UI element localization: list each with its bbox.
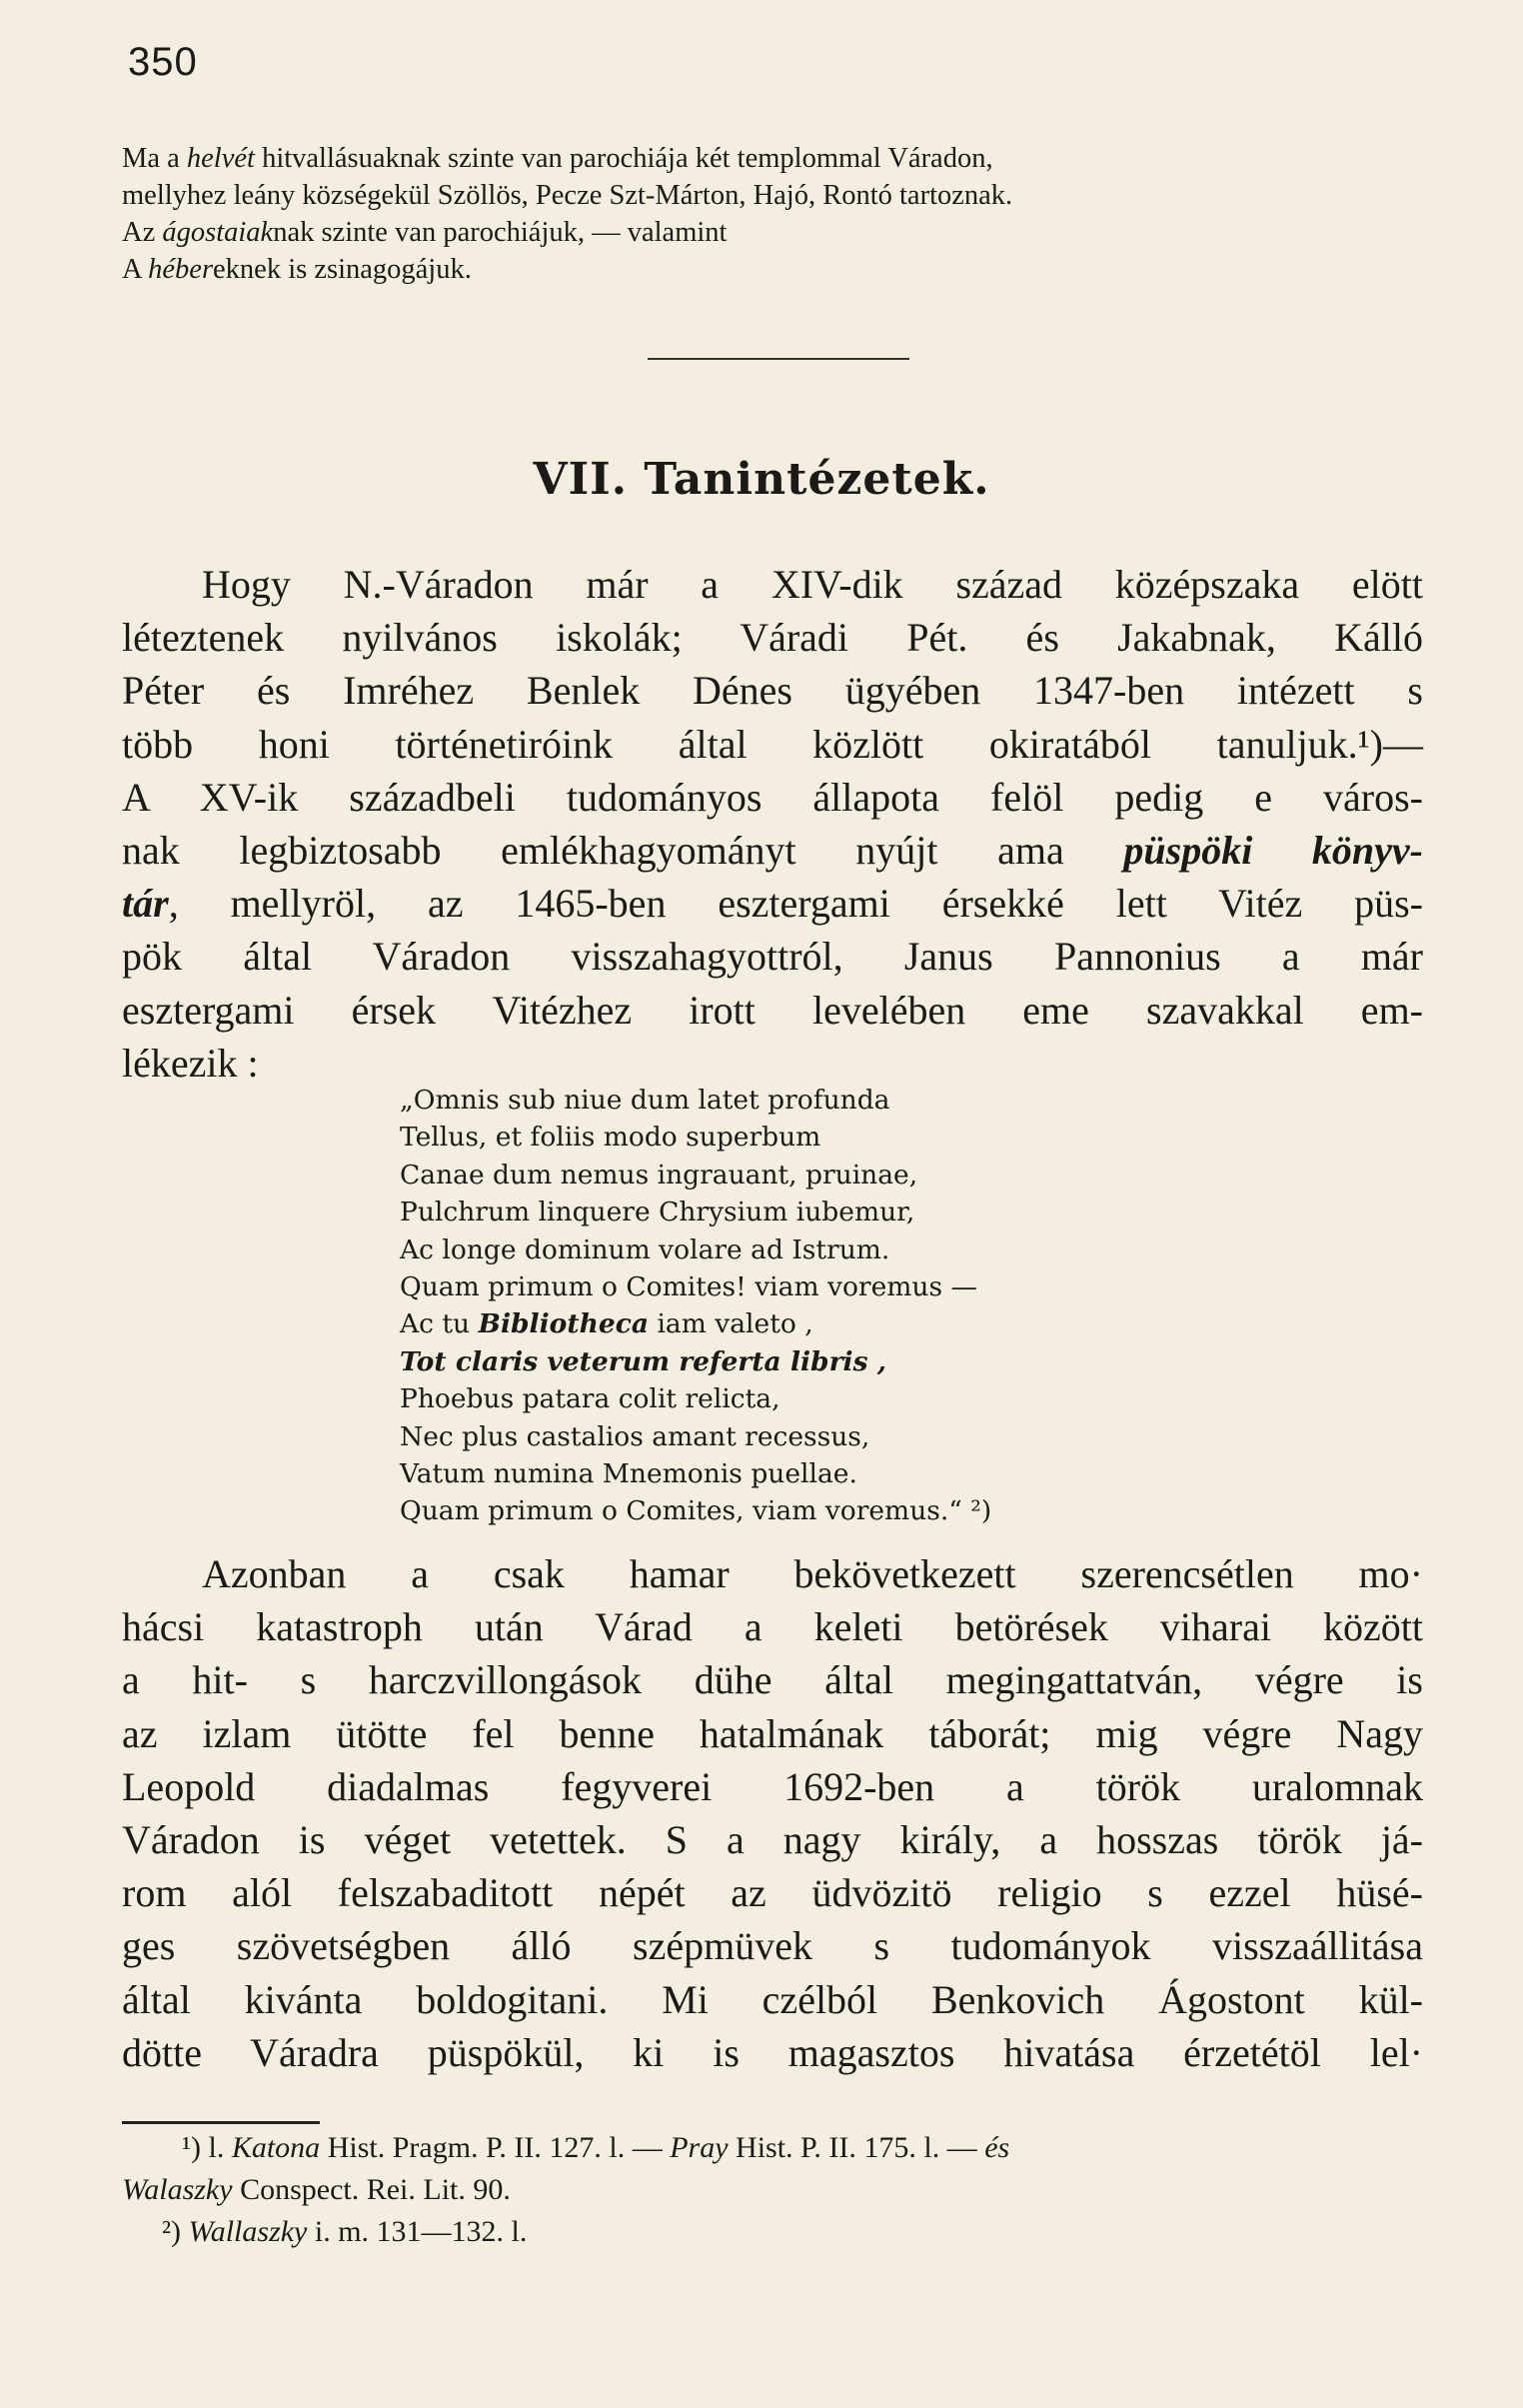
poem-line: Quam primum o Comites! viam voremus — <box>400 1271 978 1303</box>
text-line: Leopold diadalmas fegyverei 1692-ben a török uralomnak <box>122 1763 1423 1809</box>
intro-paragraph <box>122 140 1411 288</box>
text-line: lékezik : <box>122 1040 259 1086</box>
text-line: hácsi katastroph után Várad a keleti betörések viharai között <box>122 1604 1423 1650</box>
text-line: ges szövetségben álló szépmüvek s tudományok visszaállitása <box>122 1923 1423 1969</box>
text-line: tár, mellyröl, az 1465-ben esztergami érsekké lett Vitéz püs- <box>122 881 1423 927</box>
poem-line: Pulchrum linquere Chrysium iubemur, <box>400 1197 915 1228</box>
text-line: több honi történetiróink által közlött okiratából tanuljuk.¹)— <box>122 721 1423 767</box>
text-line: Hogy N.-Váradon már a XIV-dik század középszaka elött <box>202 562 1423 607</box>
poem-line: Tot claris veterum referta libris , <box>400 1345 886 1377</box>
footnote-rule <box>122 2121 320 2124</box>
text-line: Azonban a csak hamar bekövetkezett szerencsétlen mo· <box>202 1551 1423 1596</box>
intro-line: A hébereknek is zsinagogájuk. <box>122 254 472 285</box>
footnote-1: ¹) l. Katona Hist. Pragm. P. II. 127. l. — Pray Hist. P. II. 175. l. — és <box>182 2131 1010 2164</box>
section-separator <box>648 358 909 360</box>
poem-line: Phoebus patara colit relicta, <box>400 1383 780 1415</box>
footnote-2: ²) Wallaszky i. m. 131—132. l. <box>162 2215 528 2248</box>
text-line: léteztenek nyilvános iskolák; Váradi Pét. és Jakabnak, Kálló <box>122 615 1423 661</box>
text-line: az izlam ütötte fel benne hatalmának táborát; mig végre Nagy <box>122 1710 1423 1756</box>
poem-line: Vatum numina Mnemonis puellae. <box>400 1458 857 1490</box>
text-line: pök által Váradon visszahagyottról, Janus Pannonius a már <box>122 934 1423 980</box>
text-line: esztergami érsek Vitézhez irott levelében eme szavakkal em- <box>122 987 1423 1033</box>
text-line: dötte Váradra püspökül, ki is magasztos hivatása érzetétöl lel· <box>122 2029 1423 2075</box>
text-line: A XV-ik századbeli tudományos állapota felöl pedig e város- <box>122 774 1423 820</box>
latin-poem-quote <box>400 1082 1159 1530</box>
page-number: 350 <box>128 40 198 84</box>
intro-line: mellyhez leány községekül Szöllös, Pecze Szt-Márton, Hajó, Rontó tartoznak. <box>122 180 1013 211</box>
intro-line: Az ágostaiaknak szinte van parochiájuk, — valamint <box>122 217 728 248</box>
poem-line: Tellus, et foliis modo superbum <box>400 1122 821 1154</box>
footnote-1-continued: Walaszky Conspect. Rei. Lit. 90. <box>122 2173 511 2206</box>
poem-line: Canae dum nemus ingrauant, pruinae, <box>400 1159 918 1191</box>
paragraph-1 <box>122 558 1423 1090</box>
footnotes <box>122 2127 1421 2253</box>
poem-line: Quam primum o Comites, viam voremus.“ ²) <box>400 1495 992 1527</box>
text-line: Péter és Imréhez Benlek Dénes ügyében 1347-ben intézett s <box>122 668 1423 714</box>
text-line: Váradon is véget vetettek. S a nagy király, a hosszas török já- <box>122 1816 1423 1862</box>
intro-line: Ma a helvét hitvallásuaknak szinte van parochiája két templommal Váradon, <box>122 143 993 174</box>
section-heading: VII. Tanintézetek. <box>533 454 990 505</box>
text-line: rom alól felszabaditott népét az üdvözitö religio s ezzel hüsé- <box>122 1870 1423 1916</box>
poem-line: „Omnis sub niue dum latet profunda <box>400 1085 890 1116</box>
poem-line: Ac longe dominum volare ad Istrum. <box>400 1233 890 1265</box>
poem-line: Nec plus castalios amant recessus, <box>400 1420 870 1452</box>
text-line: nak legbiztosabb emlékhagyományt nyújt ama püspöki könyv- <box>122 827 1423 873</box>
poem-line: Ac tu Bibliotheca iam valeto , <box>400 1308 813 1340</box>
paragraph-2 <box>122 1547 1423 2079</box>
text-line: a hit- s harczvillongások dühe által megingattatván, végre is <box>122 1657 1423 1703</box>
text-line: által kivánta boldogitani. Mi czélból Benkovich Ágostont kül- <box>122 1976 1423 2022</box>
